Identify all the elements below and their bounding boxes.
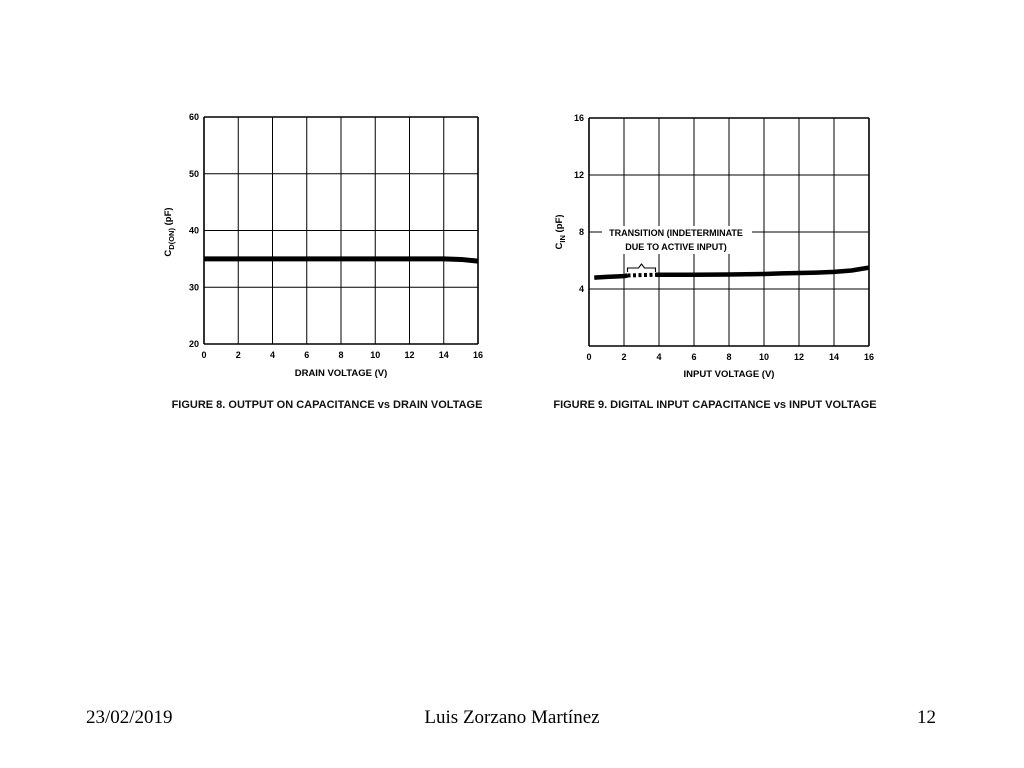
x-tick-label: 2 [621,352,627,362]
y-tick-labels [189,112,199,349]
x-tick-label: 12 [793,352,805,362]
x-tick-label: 8 [338,350,344,360]
series-line [204,259,478,261]
x-tick-label: 10 [370,350,381,360]
annotation-bracket [628,264,656,272]
x-tick-label: 6 [304,350,310,360]
y-tick-label: 40 [188,225,199,236]
y-tick-label: 16 [573,113,584,123]
y-tick-label: 60 [188,112,199,122]
x-tick-labels [201,350,483,360]
y-tick-label: 50 [188,168,199,179]
y-axis-title-sub: D(ON) [167,228,176,250]
footer-author: Luis Zorzano Martínez [424,707,600,728]
series-group [204,259,478,261]
transition-bracket [628,264,656,272]
x-tick-label: 14 [828,352,840,362]
figure-caption: FIGURE 9. DIGITAL INPUT CAPACITANCE vs INPUT VOLTAGE [553,399,877,411]
series-line [656,268,870,275]
y-tick-label: 12 [573,170,584,180]
annotation-line-1: TRANSITION (INDETERMINATE [609,228,743,238]
x-axis-title: INPUT VOLTAGE (V) [683,369,775,380]
x-tick-label: 8 [726,352,732,362]
x-tick-label: 4 [656,352,662,362]
x-tick-label: 16 [472,350,484,360]
footer-page-number: 12 [917,707,936,728]
y-axis-title-base: C [163,249,174,257]
x-tick-label: 16 [863,352,875,362]
chart-input-capacitance [553,113,876,411]
y-axis-title [163,207,176,256]
figure-caption: FIGURE 8. OUTPUT ON CAPACITANCE vs DRAIN VOLTAGE [171,399,483,411]
y-axis-title-sub: IN [558,235,567,243]
x-tick-label: 4 [269,350,276,360]
series-line [594,275,627,277]
x-axis-title: DRAIN VOLTAGE (V) [294,368,388,379]
annotation-line-2: DUE TO ACTIVE INPUT) [625,242,727,252]
series-line-dashed [628,275,656,276]
chart-output-capacitance [163,112,483,411]
y-axis-title-base: C [554,242,565,250]
x-tick-label: 10 [758,352,770,362]
x-tick-label: 12 [404,350,415,360]
y-tick-label: 8 [578,227,584,237]
x-tick-label: 0 [586,352,592,362]
y-axis-title-unit: (pF) [163,207,174,229]
x-tick-label: 0 [201,350,207,360]
footer-date: 23/02/2019 [86,707,173,728]
y-tick-label: 30 [188,282,199,293]
y-tick-label: 20 [188,339,199,349]
x-tick-labels [586,352,874,362]
x-tick-label: 14 [438,350,449,360]
series-group [594,268,869,278]
x-tick-label: 6 [691,352,697,362]
x-tick-label: 2 [235,350,241,360]
y-tick-labels [574,113,584,294]
y-axis-title [554,215,567,250]
chart-grid [204,117,478,344]
y-axis-title-unit: (pF) [554,214,565,236]
y-tick-label: 4 [578,284,584,294]
